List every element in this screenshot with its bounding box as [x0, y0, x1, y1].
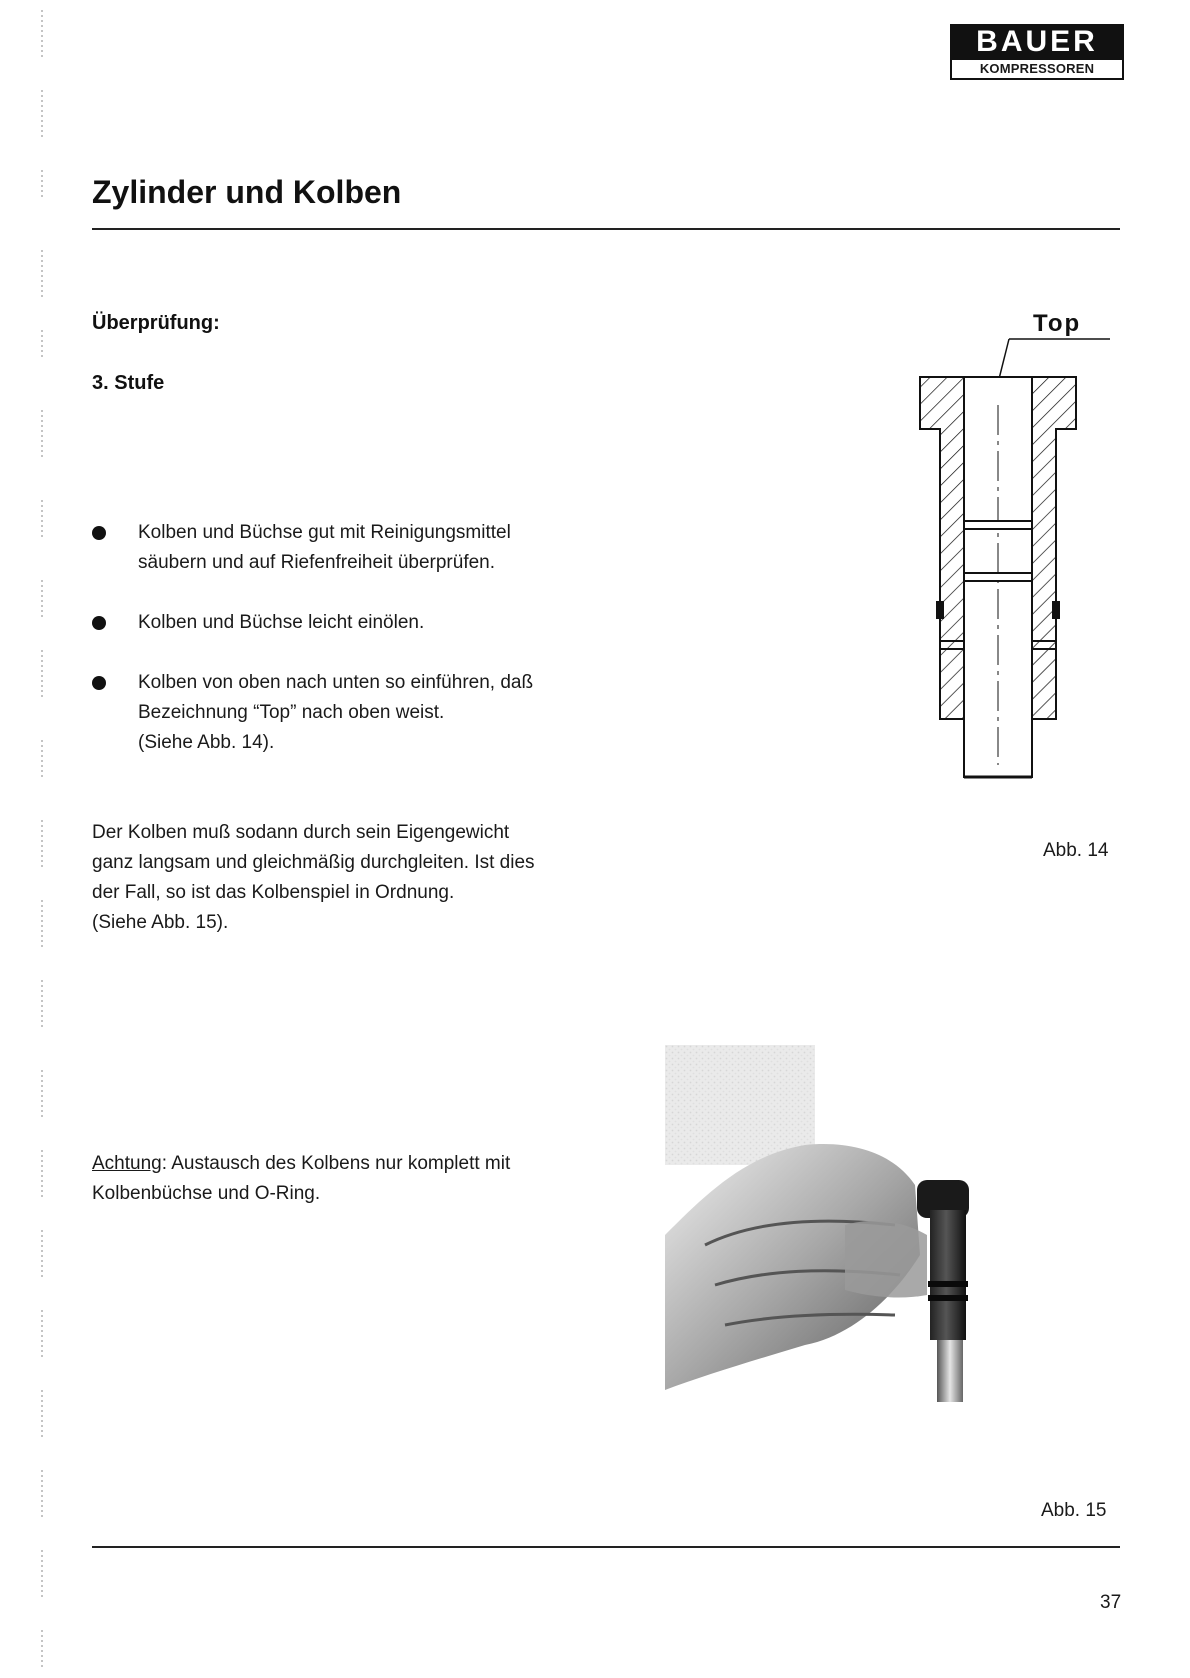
figure-14-drawing: [900, 305, 1130, 845]
top-label: Top: [1033, 310, 1082, 337]
warning-label: Achtung: [92, 1153, 162, 1174]
warning-note: [92, 1149, 652, 1209]
stage-heading: 3. Stufe: [92, 372, 165, 394]
scan-edge-marks: [38, 0, 46, 1678]
bullet-text: Kolben und Büchse leicht einölen.: [138, 612, 425, 633]
bullet-item: [92, 668, 592, 758]
footer-rule: [92, 1546, 1120, 1548]
bullet-item: [92, 518, 592, 578]
bauer-logo: [950, 24, 1124, 80]
warning-line-1: [92, 1149, 652, 1179]
warning-text: : Austausch des Kolbens nur komplett mit: [161, 1153, 511, 1174]
body-paragraph: [92, 818, 652, 938]
logo-brand: BAUER: [952, 26, 1122, 58]
page-title: Zylinder und Kolben: [92, 174, 402, 210]
bullet-dot-icon: [92, 616, 106, 630]
bullet-text: (Siehe Abb. 14).: [138, 732, 275, 753]
bullet-item: [92, 608, 592, 638]
figure-15-caption: Abb. 15: [1041, 1500, 1107, 1521]
logo-subtitle: KOMPRESSOREN: [952, 58, 1122, 78]
paragraph-line: Der Kolben muß sodann durch sein Eigengewicht: [92, 822, 510, 843]
paragraph-line: der Fall, so ist das Kolbenspiel in Ordnung.: [92, 882, 455, 903]
figure-14-caption: Abb. 14: [1043, 840, 1109, 861]
bullet-text: säubern und auf Riefenfreiheit überprüfen.: [138, 552, 496, 573]
bullet-dot-icon: [92, 676, 106, 690]
page-number: 37: [1100, 1592, 1122, 1613]
paragraph-line: ganz langsam und gleichmäßig durchgleiten. Ist dies: [92, 852, 535, 873]
warning-line-2: Kolbenbüchse und O-Ring.: [92, 1183, 321, 1204]
section-heading: Überprüfung:: [92, 312, 220, 334]
bullet-text: Bezeichnung “Top” nach oben weist.: [138, 702, 445, 723]
figure-15-photo: [665, 1045, 1005, 1405]
bullet-text: Kolben von oben nach unten so einführen, daß: [138, 672, 534, 693]
paragraph-line: (Siehe Abb. 15).: [92, 912, 229, 933]
bullet-text: Kolben und Büchse gut mit Reinigungsmittel: [138, 522, 511, 543]
title-rule: [92, 228, 1120, 230]
bullet-dot-icon: [92, 526, 106, 540]
